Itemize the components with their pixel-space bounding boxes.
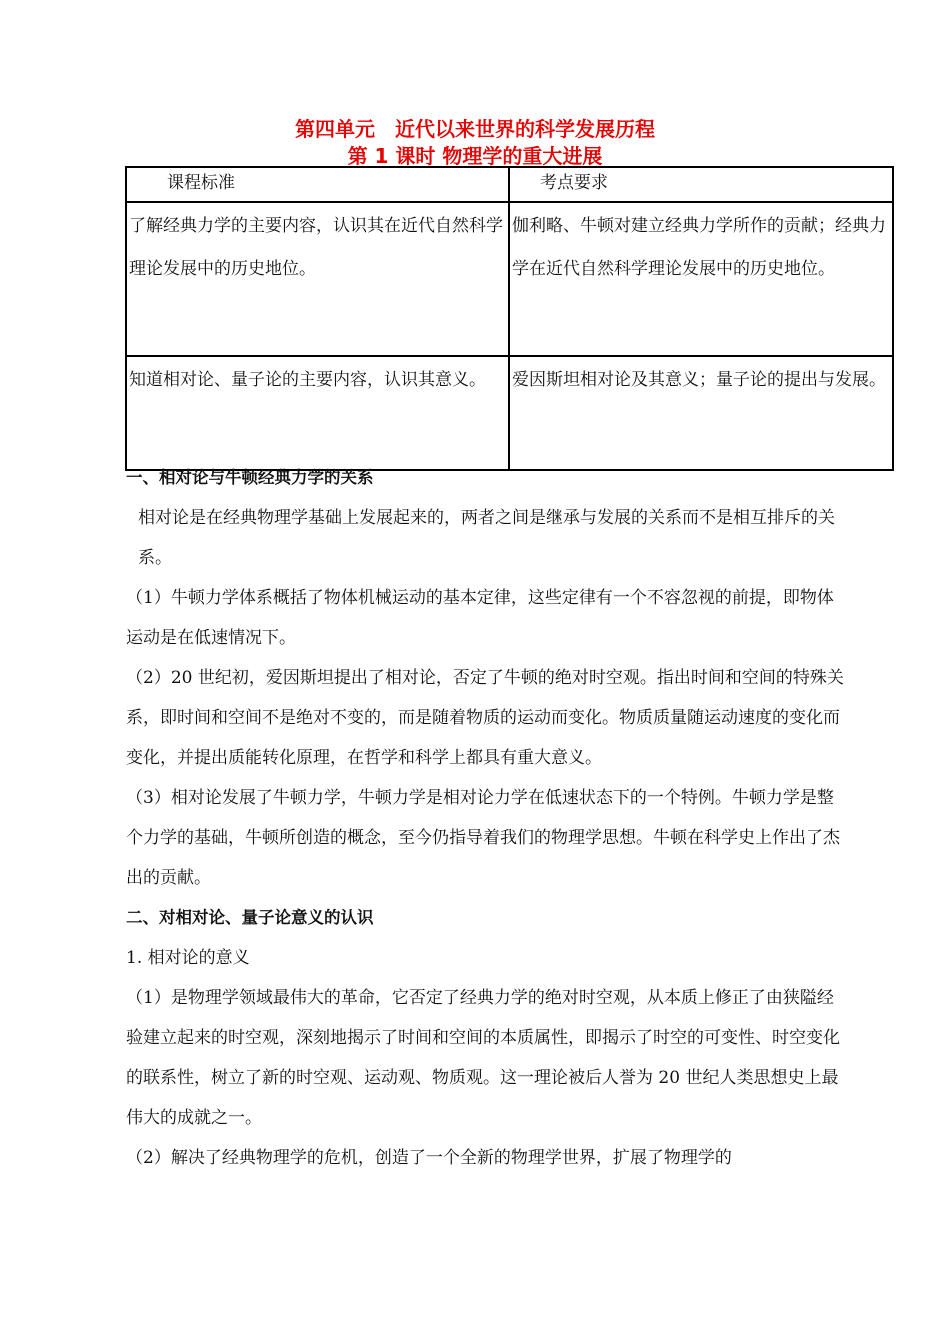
cell-requirement: 伽利略、牛顿对建立经典力学所作的贡献；经典力学在近代自然科学理论发展中的历史地位。: [509, 202, 893, 356]
cell-standard: 了解经典力学的主要内容，认识其在近代自然科学理论发展中的历史地位。: [126, 202, 509, 356]
section-heading: 一、相对论与牛顿经典力学的关系: [126, 468, 374, 487]
unit-title: 第四单元 近代以来世界的科学发展历程: [295, 117, 655, 141]
table-header-row: [126, 167, 893, 202]
cell-standard: 知道相对论、量子论的主要内容，认识其意义。: [126, 356, 509, 470]
paragraph: （2）20 世纪初，爱因斯坦提出了相对论，否定了牛顿的绝对时空观。指出时间和空间的特殊关系，即时间和空间不是绝对不变的，而是随着物质的运动而变化。物质质量随运动速度的变化而变化，并提出质能转化原理，在哲学和科学上都具有重大意义。: [126, 668, 844, 768]
curriculum-table: [125, 166, 894, 471]
table-row: [126, 356, 893, 470]
subheading: 1. 相对论的意义: [126, 948, 250, 968]
cell-requirement: 爱因斯坦相对论及其意义；量子论的提出与发展。: [509, 356, 893, 470]
document-body: [126, 458, 846, 1178]
lesson-title: 第 1 课时 物理学的重大进展: [347, 144, 603, 168]
paragraph: （2）解决了经典物理学的危机，创造了一个全新的物理学世界，扩展了物理学的: [126, 1148, 732, 1168]
section-heading: 二、对相对论、量子论意义的认识: [126, 908, 374, 927]
table-row: [126, 202, 893, 356]
paragraph: （1）是物理学领域最伟大的革命，它否定了经典力学的绝对时空观，从本质上修正了由狭隘经验建立起来的时空观，深刻地揭示了时间和空间的本质属性，即揭示了时空的可变性、时空变化的联系性，树立了新的时空观、运动观、物质观。这一理论被后人誉为 20 世纪人类思想史上最伟大的成就之一。: [126, 988, 840, 1128]
paragraph: （3）相对论发展了牛顿力学，牛顿力学是相对论力学在低速状态下的一个特例。牛顿力学是整个力学的基础，牛顿所创造的概念，至今仍指导着我们的物理学思想。牛顿在科学史上作出了杰出的贡献。: [126, 788, 840, 888]
header-requirement: 考点要求: [509, 167, 893, 202]
paragraph: （1）牛顿力学体系概括了物体机械运动的基本定律，这些定律有一个不容忽视的前提，即物体运动是在低速情况下。: [126, 588, 834, 648]
header-standard: 课程标准: [126, 167, 509, 202]
paragraph: 相对论是在经典物理学基础上发展起来的，两者之间是继承与发展的关系而不是相互排斥的关系。: [138, 508, 835, 568]
